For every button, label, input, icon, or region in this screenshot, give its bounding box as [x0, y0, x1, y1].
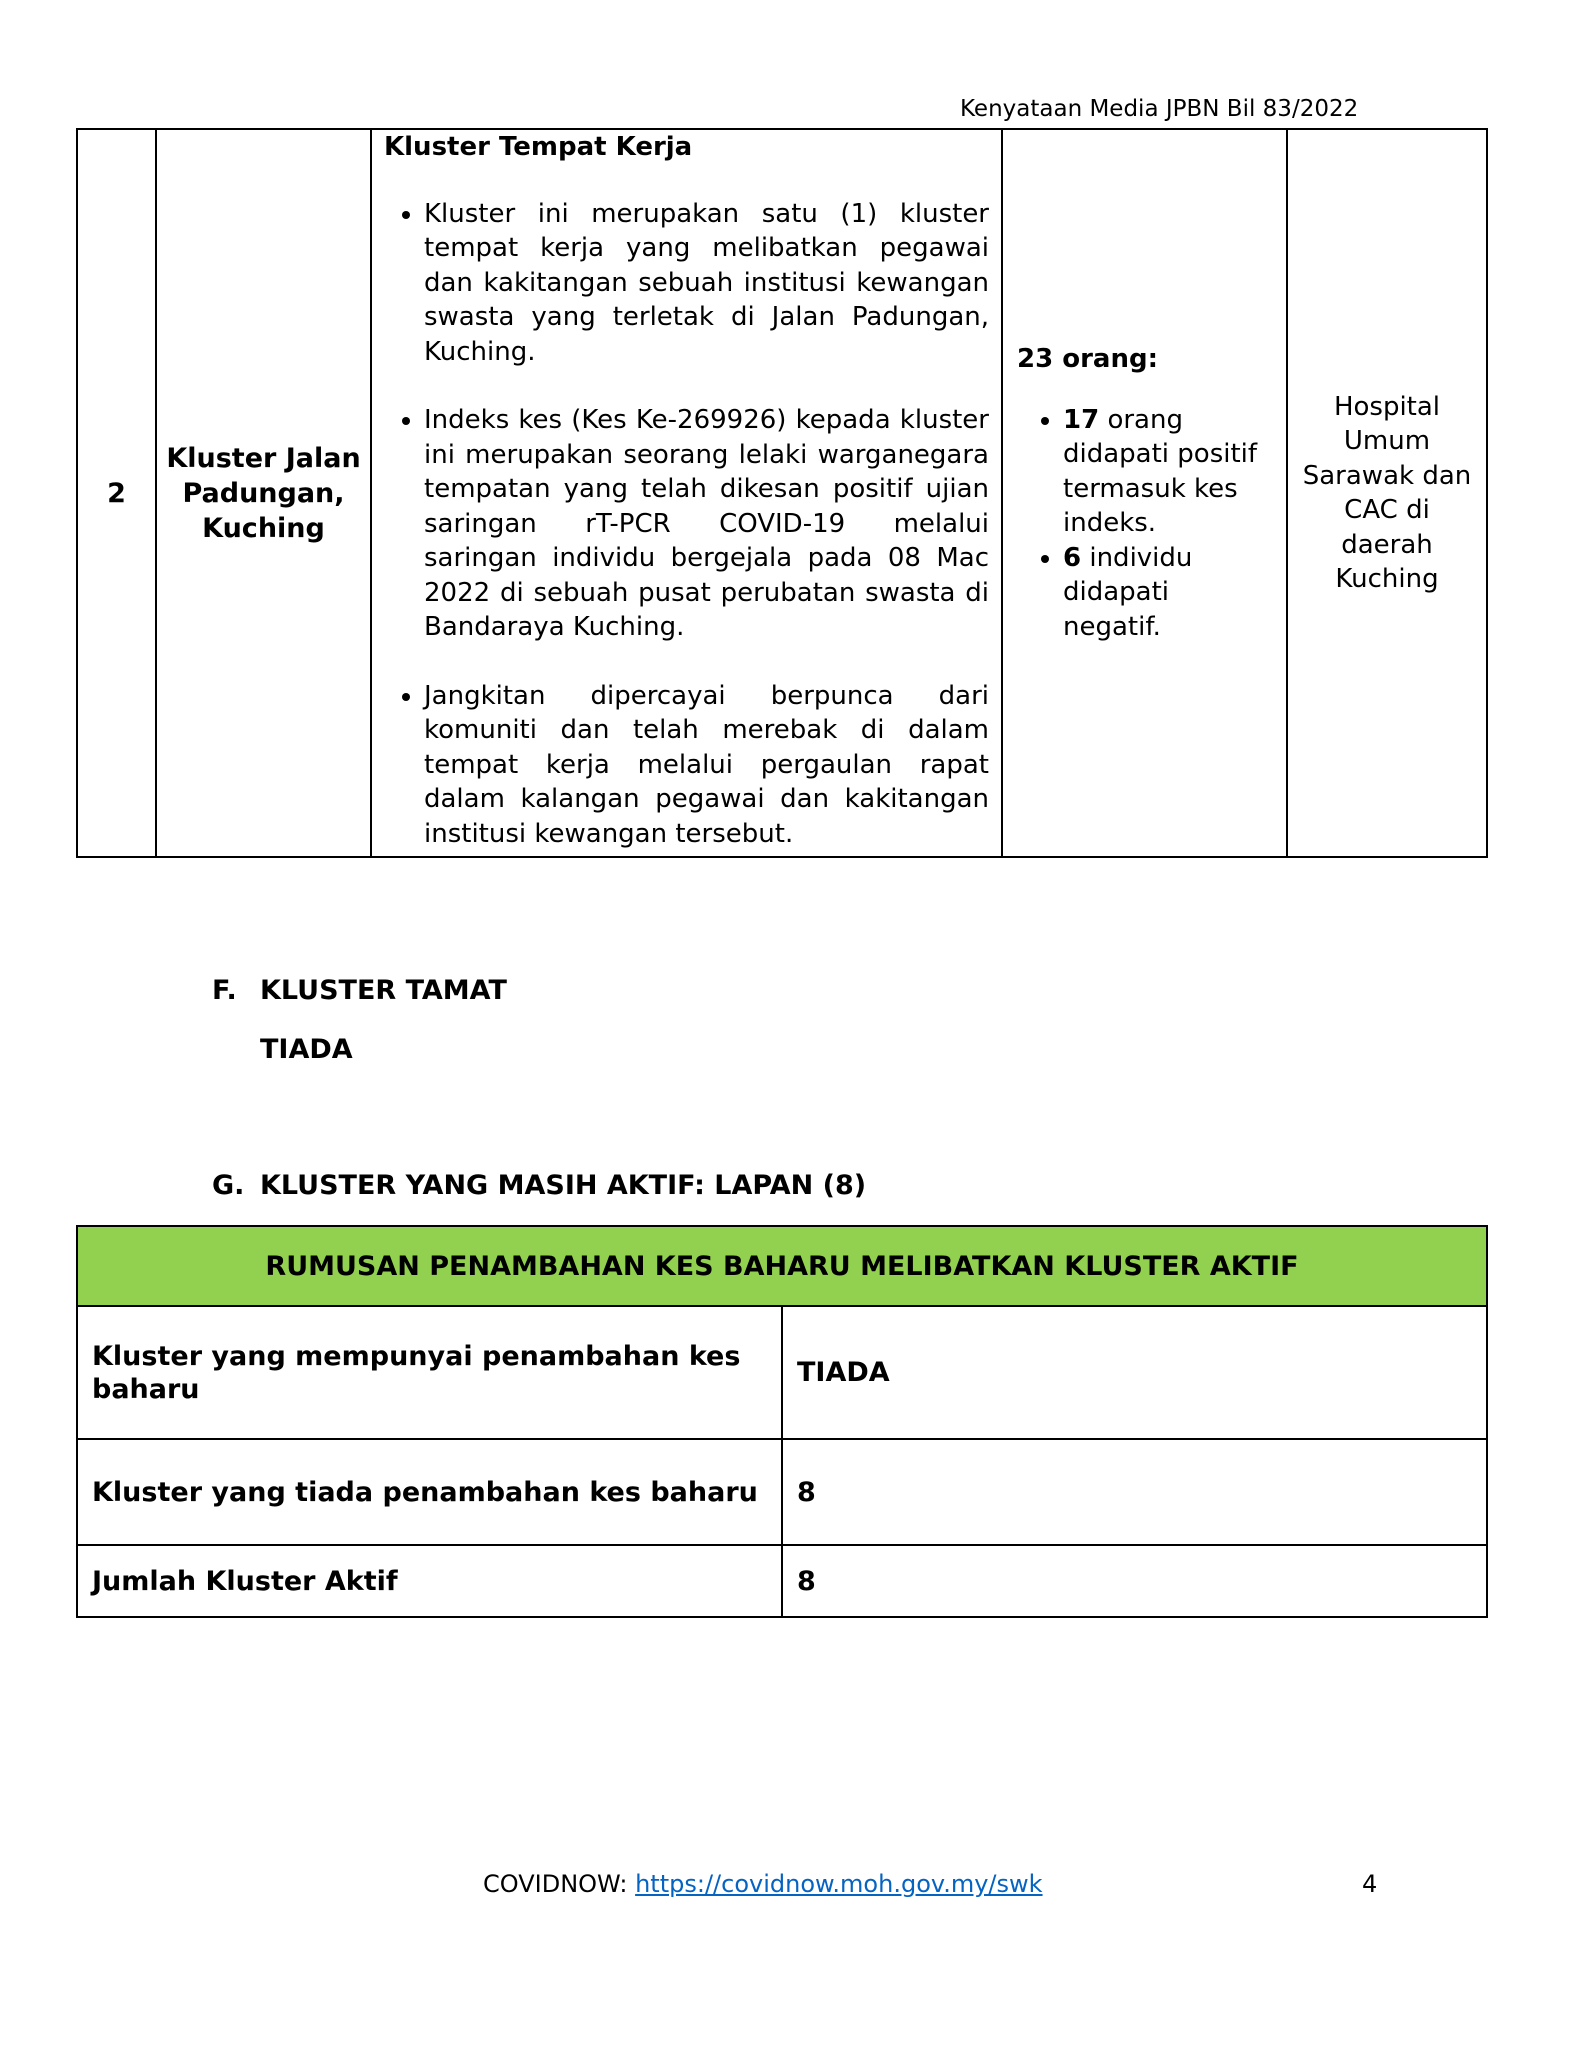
list-item: • Indeks kes (Kes Ke-269926) kepada kluster ini merupakan seorang lelaki warganegara tempatan yang telah dikesan positif ujian saringan rT-PCR COVID-19 melalui saringan individu bergejala pada 08 Mac 2022 di sebuah pusat perubatan swasta di Bandaraya Kuching. — [424, 403, 989, 645]
footer-label: COVIDNOW: — [483, 1870, 636, 1898]
table-row — [77, 129, 1487, 857]
summary-value: 8 — [782, 1439, 1487, 1545]
description-list — [384, 197, 989, 852]
summary-value: 8 — [782, 1545, 1487, 1617]
summary-heading: RUMUSAN PENAMBAHAN KES BAHARU MELIBATKAN KLUSTER AKTIF — [77, 1226, 1487, 1306]
list-item — [1063, 541, 1272, 645]
summary-label: Kluster yang tiada penambahan kes baharu — [77, 1439, 782, 1545]
cluster-details-table — [76, 128, 1488, 858]
cluster-number: 2 — [77, 129, 156, 857]
list-item: • Kluster ini merupakan satu (1) kluster tempat kerja yang melibatkan pegawai dan kakitangan sebuah institusi kewangan swasta yang terletak di Jalan Padungan, Kuching. — [424, 197, 989, 370]
page-number: 4 — [1362, 1870, 1378, 1898]
summary-label: Jumlah Kluster Aktif — [77, 1545, 782, 1617]
summary-label: Kluster yang mempunyai penambahan kes baharu — [77, 1306, 782, 1439]
section-letter: G. — [212, 1170, 245, 1201]
cases-total: 23 orang: — [1017, 344, 1158, 374]
section-f-body: TIADA — [260, 1034, 353, 1065]
footer — [483, 1870, 1043, 1898]
cluster-location: Hospital Umum Sarawak dan CAC di daerah Kuching — [1287, 129, 1487, 857]
table-row — [77, 1545, 1487, 1617]
table-row — [77, 1306, 1487, 1439]
negative-count: 6 — [1063, 542, 1082, 573]
positive-text: orang didapati positif termasuk kes indeks. — [1063, 404, 1258, 538]
cluster-description — [371, 129, 1002, 857]
section-letter: F. — [212, 975, 237, 1006]
table-row — [77, 1226, 1487, 1306]
list-item — [1063, 403, 1272, 541]
section-title: KLUSTER YANG MASIH AKTIF: LAPAN (8) — [260, 1170, 867, 1201]
active-cluster-summary-table — [76, 1225, 1488, 1618]
document-reference: Kenyataan Media JPBN Bil 83/2022 — [960, 96, 1359, 122]
table-row — [77, 1439, 1487, 1545]
list-item: • Jangkitan dipercayai berpunca dari komuniti dan telah merebak di dalam tempat kerja melalui pergaulan rapat dalam kalangan pegawai dan kakitangan institusi kewangan tersebut. — [424, 679, 989, 852]
cluster-name: Kluster Jalan Padungan, Kuching — [156, 129, 371, 857]
section-title: KLUSTER TAMAT — [260, 975, 507, 1006]
negative-text: individu didapati negatif. — [1063, 542, 1193, 642]
section-f-heading — [212, 975, 507, 1006]
cluster-type-title: Kluster Tempat Kerja — [384, 132, 693, 162]
covidnow-link[interactable]: https://covidnow.moh.gov.my/swk — [635, 1870, 1043, 1898]
cluster-cases — [1002, 129, 1287, 857]
summary-value: TIADA — [782, 1306, 1487, 1439]
section-g-heading — [212, 1170, 866, 1201]
positive-count: 17 — [1063, 404, 1100, 435]
cases-list — [1017, 403, 1272, 645]
